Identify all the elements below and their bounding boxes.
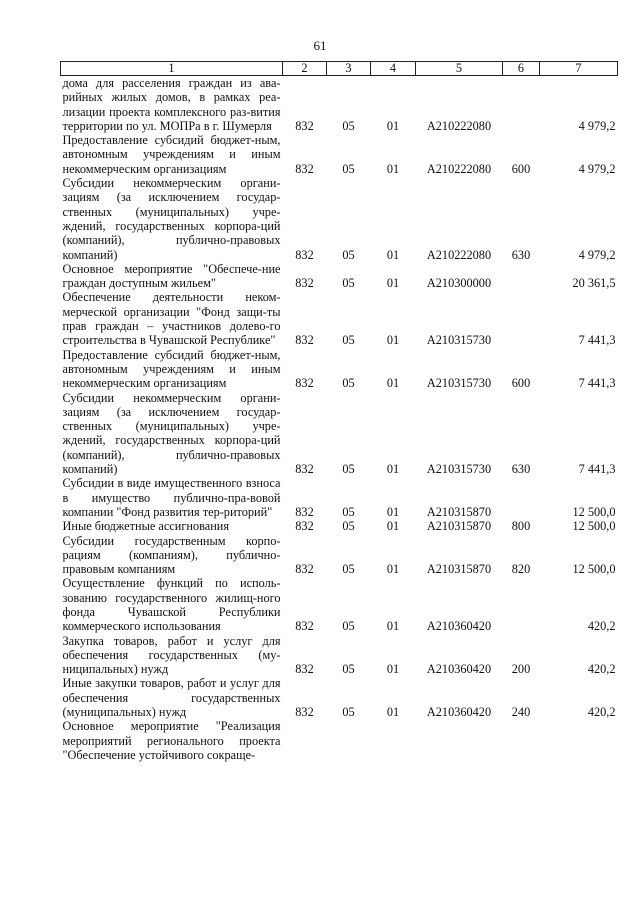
column-header: 4: [371, 62, 416, 76]
subsection-code: 01: [386, 619, 400, 634]
section-code: 05: [342, 504, 355, 519]
row-name: Субсидии государственным корпо-рациям (компаниям), публично-правовым компаниям: [62, 533, 281, 577]
ministry-code: 832: [295, 376, 314, 391]
section-code: 05: [342, 276, 355, 291]
subsection-code: 01: [386, 161, 400, 176]
section-code: 05: [342, 562, 355, 577]
table-row: [61, 76, 618, 134]
subsection-code: 01: [386, 504, 400, 519]
subsection-code: 01: [386, 376, 400, 391]
target-article-code: А210315870: [426, 562, 492, 577]
section-code: 05: [342, 247, 355, 262]
subsection-code: 01: [386, 462, 400, 477]
target-article-code: А210222080: [426, 161, 492, 176]
amount: 420,2: [587, 662, 616, 677]
target-article-code: А210315870: [426, 504, 492, 519]
row-name: дома для расселения граждан из ава-рийных жилых домов, в рамках реа-лизации проекта комплексного раз-вития территории по ул. МОПРа в г. Шумерля: [62, 76, 281, 133]
subsection-code: 01: [386, 705, 400, 720]
column-header: 1: [61, 62, 283, 76]
subsection-code: 01: [386, 519, 400, 534]
row-name: Иные бюджетные ассигнования: [62, 519, 230, 534]
ministry-code: 832: [295, 519, 314, 534]
amount: 12 500,0: [572, 562, 616, 577]
section-code: 05: [342, 161, 355, 176]
expense-type-code: 600: [511, 376, 531, 391]
expense-type-code: 630: [511, 462, 531, 477]
row-name: Закупка товаров, работ и услуг для обеспечения государственных (му-ниципальных) нужд: [62, 633, 281, 677]
amount: 4 979,2: [578, 118, 616, 133]
page-number: 61: [313, 38, 327, 53]
section-code: 05: [342, 118, 355, 133]
table-row: [61, 576, 618, 633]
row-name: Основное мероприятие "Обеспече-ние граждан доступным жильем": [62, 261, 281, 291]
table-body: [61, 76, 618, 763]
row-name: Осуществление функций по исполь-зованию государственного жилищ-ного фонда Чувашской Республики коммерческого использования: [62, 576, 281, 634]
expense-type-code: [503, 576, 540, 633]
expense-type-code: [503, 476, 540, 519]
target-article-code: А210315870: [426, 519, 492, 534]
subsection-code: 01: [386, 562, 400, 577]
target-article-code: А210315730: [426, 333, 492, 348]
amount: 420,2: [587, 705, 616, 720]
table-row: [61, 519, 618, 533]
section-code: 05: [342, 462, 355, 477]
target-article-code: А210315730: [426, 462, 492, 477]
continuation-row: [61, 719, 618, 762]
subsection-code: 01: [386, 118, 400, 133]
ministry-code: 832: [295, 161, 314, 176]
amount: 20 361,5: [572, 276, 616, 291]
table-row: [61, 634, 618, 677]
section-code: 05: [342, 333, 355, 348]
amount: 4 979,2: [578, 161, 616, 176]
column-header: 5: [416, 62, 503, 76]
table-row: [61, 391, 618, 477]
row-name: Предоставление субсидий бюджет-ным, автономным учреждениям и иным некоммерческим организациям: [62, 133, 281, 176]
ministry-code: 832: [295, 118, 314, 133]
row-name: Предоставление субсидий бюджет-ным, автономным учреждениям и иным некоммерческим организациям: [62, 347, 281, 391]
subsection-code: 01: [386, 333, 400, 348]
expense-type-code: 630: [511, 247, 531, 262]
row-name: Обеспечение деятельности неком-мерческой организации "Фонд защи-ты прав граждан – участников долево-го строительства в Чувашской Республике": [62, 290, 281, 348]
target-article-code: А210222080: [426, 118, 492, 133]
row-name: Основное мероприятие "Реализация мероприятий регионального проекта "Обеспечение устойчивого сокраще-: [62, 719, 281, 762]
header-row: [61, 62, 618, 76]
expense-type-code: 600: [511, 161, 531, 176]
section-code: 05: [342, 619, 355, 634]
expense-type-code: 240: [511, 705, 531, 720]
subsection-code: 01: [386, 276, 400, 291]
subsection-code: 01: [386, 662, 400, 677]
table-header: [61, 62, 618, 76]
ministry-code: 832: [295, 705, 314, 720]
target-article-code: А210360420: [426, 662, 492, 677]
section-code: 05: [342, 705, 355, 720]
expense-type-code: 800: [511, 519, 531, 534]
table-row: [61, 290, 618, 347]
target-article-code: А210315730: [426, 376, 492, 391]
amount: 7 441,3: [578, 376, 616, 391]
target-article-code: А210360420: [426, 705, 492, 720]
section-code: 05: [342, 662, 355, 677]
table-row: [61, 348, 618, 391]
amount: 12 500,0: [572, 519, 616, 534]
budget-table: [60, 61, 618, 762]
column-header: 7: [540, 62, 618, 76]
subsection-code: 01: [386, 247, 400, 262]
expense-type-code: [503, 262, 540, 291]
row-name: Иные закупки товаров, работ и услуг для обеспечения государственных (муниципальных) нужд: [62, 676, 281, 720]
column-header: 2: [283, 62, 327, 76]
target-article-code: А210360420: [426, 619, 492, 634]
ministry-code: 832: [295, 562, 314, 577]
column-header: 3: [327, 62, 371, 76]
amount: 7 441,3: [578, 462, 616, 477]
table-row: [61, 476, 618, 519]
amount: 420,2: [587, 619, 616, 634]
table-row: [61, 262, 618, 291]
ministry-code: 832: [295, 333, 314, 348]
amount: 7 441,3: [578, 333, 616, 348]
table-row: [61, 176, 618, 262]
amount: 4 979,2: [578, 247, 616, 262]
ministry-code: 832: [295, 276, 314, 291]
row-name: Субсидии в виде имущественного взноса в имущество публично-пра-вовой компании "Фонд развития тер-риторий": [62, 476, 281, 519]
ministry-code: 832: [295, 462, 314, 477]
table-row: [61, 534, 618, 577]
column-header: 6: [503, 62, 540, 76]
row-name: Субсидии некоммерческим органи-зациям (за исключением государ-ственных (муниципальных) учре-ждений, государственных корпора-ций (компаний), публично-правовых компаний): [62, 176, 281, 262]
target-article-code: А210300000: [426, 276, 492, 291]
table-row: [61, 676, 618, 719]
table-row: [61, 133, 618, 176]
ministry-code: 832: [295, 662, 314, 677]
target-article-code: А210222080: [426, 247, 492, 262]
ministry-code: 832: [295, 247, 314, 262]
expense-type-code: 820: [511, 562, 531, 577]
ministry-code: 832: [295, 619, 314, 634]
ministry-code: 832: [295, 504, 314, 519]
expense-type-code: [503, 290, 540, 347]
amount: 12 500,0: [572, 504, 616, 519]
expense-type-code: [503, 76, 540, 134]
expense-type-code: 200: [511, 662, 531, 677]
section-code: 05: [342, 519, 355, 534]
row-name: Субсидии некоммерческим органи-зациям (за исключением государ-ственных (муниципальных) учре-ждений, государственных корпора-ций (компаний), публично-правовых компаний): [62, 390, 281, 477]
section-code: 05: [342, 376, 355, 391]
